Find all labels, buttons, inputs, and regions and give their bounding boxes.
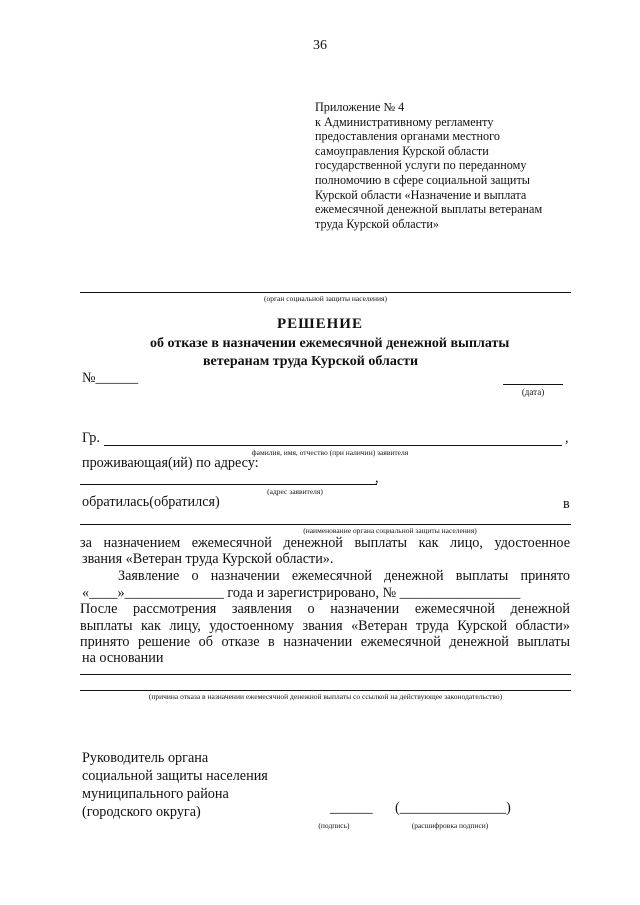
signature-line: Руководитель органа <box>82 750 209 766</box>
address-comma: , <box>375 470 379 486</box>
sign-blank: ______ <box>330 800 373 816</box>
appendix-line: труда Курской области» <box>315 216 439 231</box>
reason-line-2 <box>80 690 571 691</box>
document-subtitle-line1: об отказе в назначении ежемесячной денежной выплаты <box>150 336 510 351</box>
date-caption: (дата) <box>521 387 545 397</box>
body-line: на основании <box>82 650 164 666</box>
address-caption: (адрес заявителя) <box>267 487 323 496</box>
address-line <box>80 484 377 485</box>
appendix-line: полномочию в сфере социальной защиты <box>315 172 530 187</box>
organ-caption: (орган социальной защиты населения) <box>263 294 388 303</box>
signature-line: (городского округа) <box>82 804 201 820</box>
appendix-line: предоставления органами местного <box>315 129 500 144</box>
signature-line: социальной защиты населения <box>82 768 268 784</box>
body-line: «____»______________ года и зарегистрировано, № _________________ <box>82 585 521 601</box>
reason-caption: (причина отказа в назначении ежемесячной денежной выплаты со ссылкой на действующее законодательство) <box>148 692 503 701</box>
address-label: проживающая(ий) по адресу: <box>82 455 259 471</box>
appendix-line: государственной услуги по переданному <box>315 158 527 173</box>
applied-label: обратилась(обратился) <box>82 494 220 510</box>
citizen-name-line <box>104 445 562 446</box>
applied-organ-caption: (наименование органа социальной защиты населения) <box>303 526 477 535</box>
applied-organ-line <box>80 524 571 525</box>
document-title: РЕШЕНИЕ <box>277 316 363 332</box>
decode-caption: (расшифровка подписи) <box>411 821 489 830</box>
page-number: 36 <box>313 38 327 53</box>
body-line: Заявление о назначении ежемесячной денежной выплаты принято <box>118 568 570 584</box>
appendix-line: к Административному регламенту <box>315 114 494 129</box>
citizen-prefix: Гр. <box>82 430 100 446</box>
body-line: выплаты как лицу, удостоенному звания «Ветеран труда Курской области» <box>80 618 570 634</box>
appendix-line: ежемесячной денежной выплаты ветеранам <box>315 202 543 217</box>
appendix-line: самоуправления Курской области <box>315 143 489 158</box>
body-line: После рассмотрения заявления о назначении ежемесячной денежной <box>80 601 570 617</box>
sign-caption: (подпись) <box>318 821 350 830</box>
applied-in: в <box>563 496 570 512</box>
citizen-comma: , <box>565 430 569 446</box>
signature-line: муниципального района <box>82 786 229 802</box>
citizen-name-caption: фамилия, имя, отчество (при наличии) заявителя <box>251 448 409 457</box>
appendix-line: Приложение № 4 <box>315 100 405 114</box>
decode-blank: (_______________) <box>395 800 511 816</box>
body-line: за назначением ежемесячной денежной выплаты как лицо, удостоенное <box>80 535 570 551</box>
body-line: принято решение об отказе в назначении ежемесячной денежной выплаты <box>80 634 570 650</box>
appendix-block <box>315 100 542 231</box>
body-line: звания «Ветеран труда Курской области». <box>82 551 334 567</box>
organ-line <box>80 292 571 293</box>
decision-number: №______ <box>82 370 139 386</box>
date-line <box>503 384 563 385</box>
appendix-line: Курской области «Назначение и выплата <box>315 187 527 202</box>
reason-line-1 <box>80 674 571 675</box>
document-subtitle-line2: ветеранам труда Курской области <box>203 354 419 369</box>
